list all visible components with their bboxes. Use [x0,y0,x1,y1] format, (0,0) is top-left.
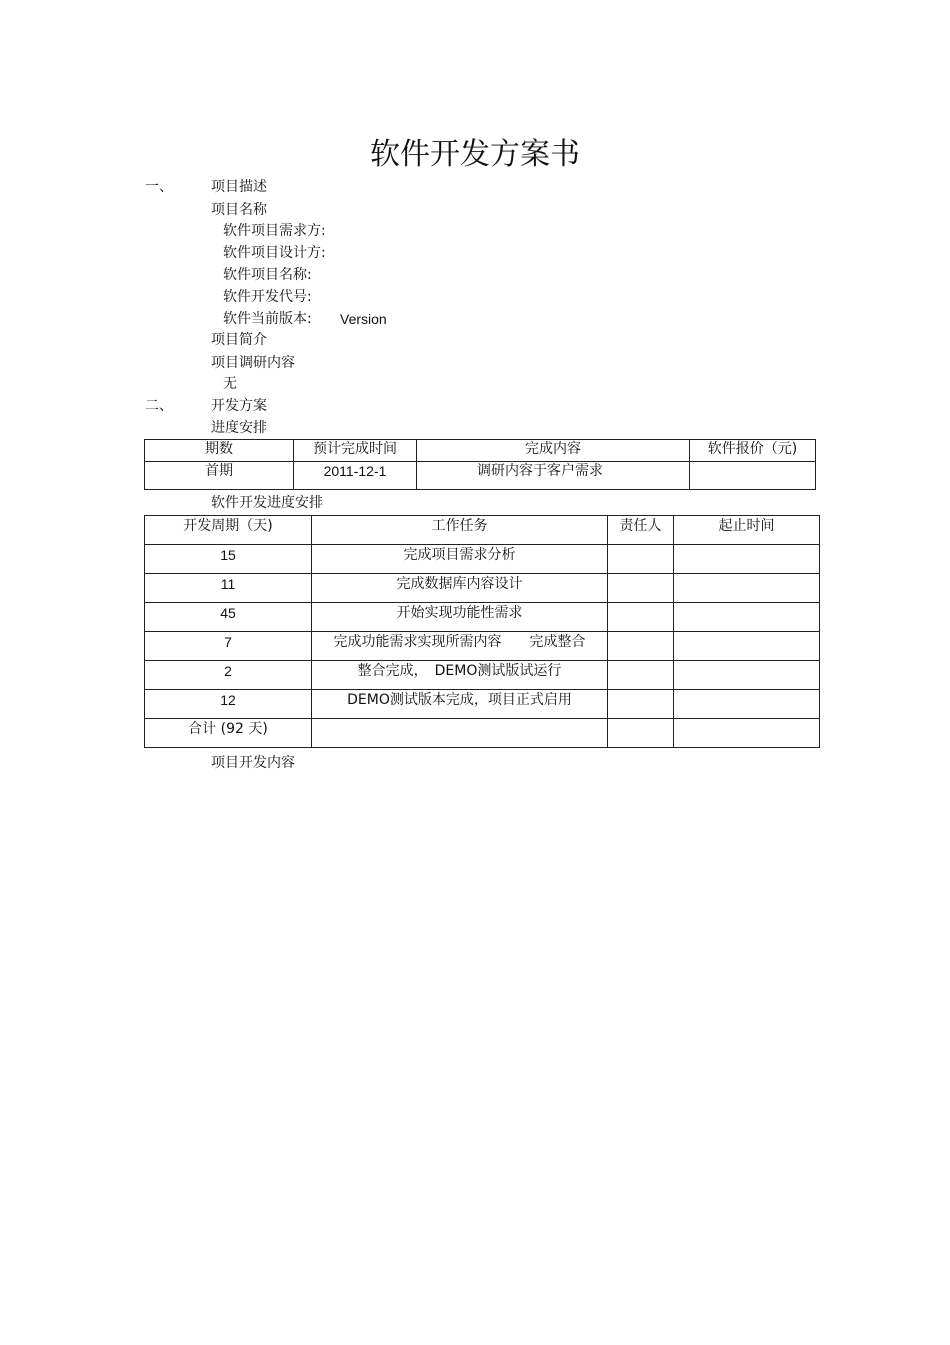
table-row [145,632,820,661]
table-row [145,661,820,690]
table-cell [674,690,820,719]
table-cell: 完成项目需求分析 [312,545,608,574]
table-row [145,462,816,490]
table-header-cell: 责任人 [608,516,674,545]
research-content-value: 无 [223,376,237,392]
table-cell: 45 [145,603,312,632]
section-heading-project-description: 项目描述 [211,179,267,195]
field-label-demand-side: 软件项目需求方: [223,223,326,239]
table-cell: 调研内容于客户需求 [417,462,690,490]
subheading-schedule: 进度安排 [211,420,267,436]
section-marker-1: 一、 [145,179,173,195]
table-row-total [145,719,820,748]
table-header-cell: 起止时间 [674,516,820,545]
subheading-project-intro: 项目简介 [211,332,267,348]
table-header-cell: 软件报价（元) [690,440,816,462]
schedule-table [144,439,816,490]
field-label-project-name: 软件项目名称: [223,267,312,283]
table-cell: 15 [145,545,312,574]
subheading-research-content: 项目调研内容 [211,355,295,371]
table-cell [608,690,674,719]
table-cell [312,719,608,748]
table-cell: 首期 [145,462,294,490]
table-cell: 完成数据库内容设计 [312,574,608,603]
document-title: 软件开发方案书 [370,137,580,172]
table-row [145,690,820,719]
table-cell [674,719,820,748]
table-cell [674,545,820,574]
table-cell: DEMO测试版本完成，项目正式启用 [312,690,608,719]
section-marker-2: 二、 [145,398,173,414]
table-cell [674,574,820,603]
table-cell [608,632,674,661]
table-header-cell: 完成内容 [417,440,690,462]
table-cell: 12 [145,690,312,719]
table-header-cell: 期数 [145,440,294,462]
table-cell [674,661,820,690]
dev-table-header [145,516,820,545]
schedule-table-header [145,440,816,462]
table-cell: 7 [145,632,312,661]
table-cell [690,462,816,490]
table-cell [608,719,674,748]
table-cell: 2011-12-1 [294,462,417,490]
table-cell [674,632,820,661]
table-cell: 11 [145,574,312,603]
subheading-project-name: 项目名称 [211,202,267,218]
table-cell [608,545,674,574]
table-cell: 整合完成， DEMO测试版试运行 [312,661,608,690]
subheading-dev-schedule: 软件开发进度安排 [211,495,323,511]
table-row [145,574,820,603]
table-cell [608,574,674,603]
table-cell-total: 合计 (92 天) [145,719,312,748]
field-value-current-version: Version [340,311,387,327]
table-row [145,545,820,574]
table-row [145,603,820,632]
table-cell: 2 [145,661,312,690]
field-label-design-side: 软件项目设计方: [223,245,326,261]
field-label-current-version: 软件当前版本: [223,311,312,327]
table-header-cell: 工作任务 [312,516,608,545]
table-cell [608,603,674,632]
table-cell [608,661,674,690]
subheading-dev-content: 项目开发内容 [211,755,295,771]
field-label-dev-code: 软件开发代号: [223,289,312,305]
table-header-cell: 开发周期（天) [145,516,312,545]
table-cell: 完成功能需求实现所需内容 完成整合 [312,632,608,661]
table-cell [674,603,820,632]
dev-schedule-table [144,515,820,748]
section-heading-dev-plan: 开发方案 [211,398,267,414]
table-cell: 开始实现功能性需求 [312,603,608,632]
table-header-cell: 预计完成时间 [294,440,417,462]
